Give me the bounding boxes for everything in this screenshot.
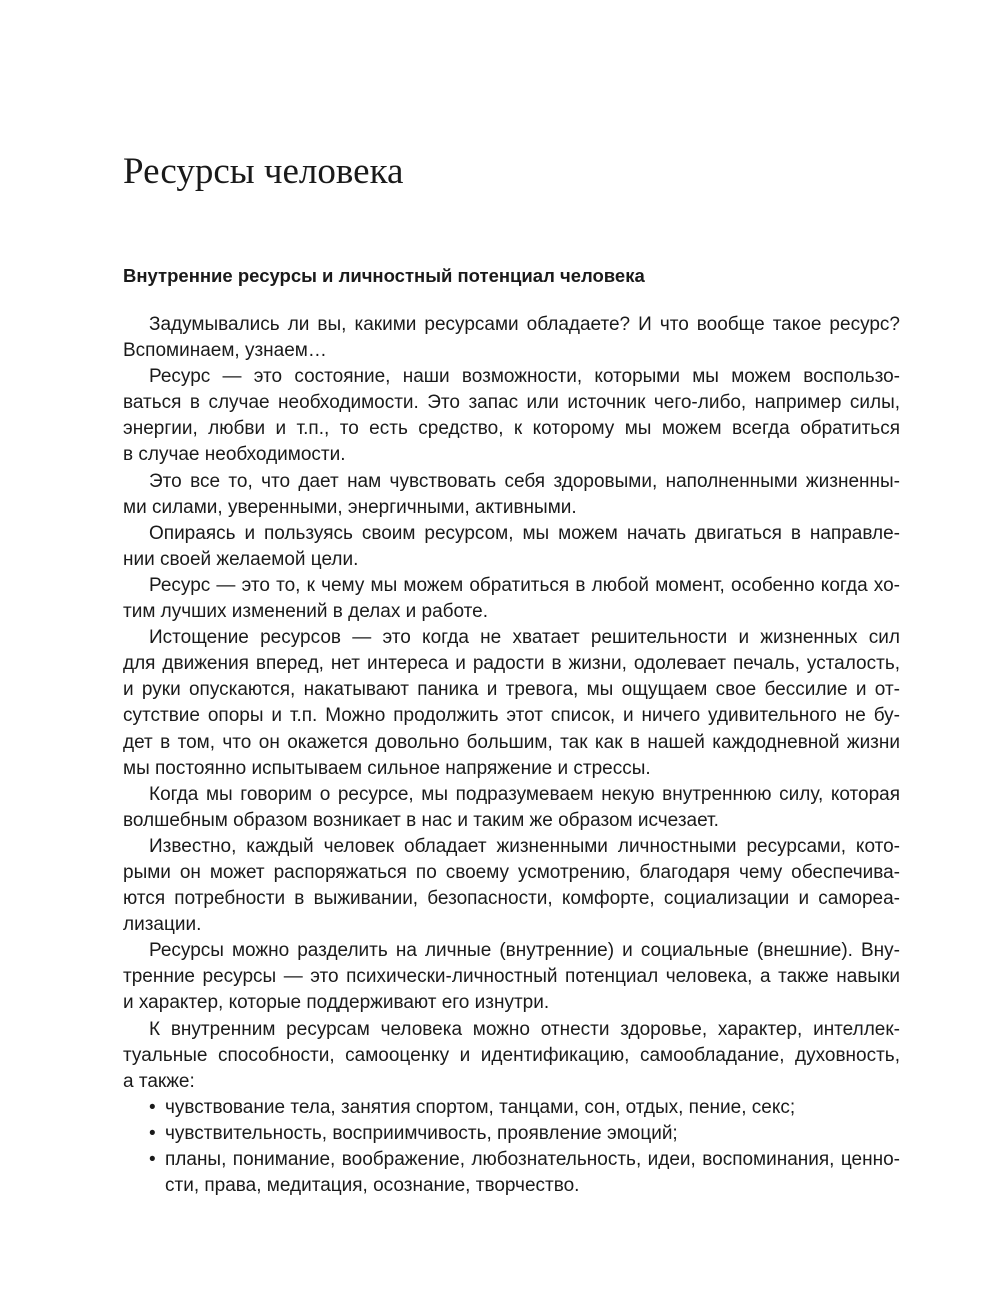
chapter-title: Ресурсы человека: [123, 151, 404, 192]
text-line: ми силами, уверенными, энергичными, активными.: [123, 496, 577, 518]
text-line: рыми он может распоряжаться по своему усмотрению, благодаря чему обеспечива-: [123, 861, 900, 883]
list-item-text: планы, понимание, воображение, любознательность, идеи, воспоминания, ценно-: [165, 1149, 900, 1170]
list-item: [123, 1121, 900, 1147]
text-line: Ресурсы можно разделить на личные (внутренние) и социальные (внешние). Вну-: [149, 940, 900, 962]
body-text: [123, 312, 900, 1199]
text-line: нии своей желаемой цели.: [123, 548, 359, 570]
text-line: Известно, каждый человек обладает жизненными личностными ресурсами, кото-: [149, 835, 900, 857]
list-item-text: чувствительность, восприимчивость, проявление эмоций;: [165, 1122, 678, 1144]
text-line: К внутренним ресурсам человека можно отнести здоровье, характер, интеллек-: [149, 1018, 900, 1040]
text-line: сутствие опоры и т.п. Можно продолжить этот список, и ничего удивительного не бу-: [123, 705, 900, 727]
text-line: лизации.: [123, 914, 202, 936]
text-line: мы постоянно испытываем сильное напряжение и стрессы.: [123, 757, 651, 779]
text-line: энергии, любви и т.п., то есть средство, к которому мы можем всегда обратиться: [123, 418, 900, 440]
text-line: Опираясь и пользуясь своим ресурсом, мы можем начать двигаться в направле-: [149, 522, 900, 544]
text-line: ются потребности в выживании, безопасности, комфорте, социализации и самореа-: [123, 888, 900, 910]
text-line: волшебным образом возникает в нас и таким же образом исчезает.: [123, 809, 719, 831]
bullet-marker: •: [149, 1096, 156, 1118]
text-line: тим лучших изменений в делах и работе.: [123, 601, 489, 623]
list-item-continuation: сти, права, медитация, осознание, творчество.: [165, 1175, 580, 1197]
bullet-marker: •: [149, 1149, 156, 1170]
text-line: для движения вперед, нет интереса и радости в жизни, одолевает печаль, усталость,: [123, 653, 900, 675]
section-heading: Внутренние ресурсы и личностный потенциал человека: [123, 265, 645, 286]
text-line: и характер, которые поддерживают его изнутри.: [123, 992, 550, 1014]
text-line: тренние ресурсы — это психически-личностный потенциал человека, а также навыки: [123, 966, 900, 988]
text-line: Истощение ресурсов — это когда не хватает решительности и жизненных сил: [149, 627, 900, 649]
text-line: Когда мы говорим о ресурсе, мы подразумеваем некую внутреннюю силу, которая: [149, 783, 900, 805]
text-line: туальные способности, самооценку и идентификацию, самообладание, духовность,: [123, 1044, 900, 1066]
text-line: а также:: [123, 1070, 195, 1092]
list-item-text: чувствование тела, занятия спортом, танцами, сон, отдых, пение, секс;: [165, 1096, 796, 1118]
bullet-marker: •: [149, 1122, 156, 1144]
text-line: Ресурс — это то, к чему мы можем обратиться в любой момент, особенно когда хо-: [149, 574, 900, 596]
text-line: ваться в случае необходимости. Это запас или источник чего-либо, например силы,: [123, 392, 900, 414]
text-line: Это все то, что дает нам чувствовать себя здоровыми, наполненными жизненны-: [149, 470, 900, 492]
list-item: [123, 1095, 900, 1121]
text-line: в случае необходимости.: [123, 444, 346, 466]
text-line: дет в том, что он окажется довольно большим, так как в нашей каждодневной жизни: [123, 731, 900, 753]
text-line: Ресурс — это состояние, наши возможности, которыми мы можем воспользо-: [149, 366, 900, 388]
text-line: Задумывались ли вы, какими ресурсами обладаете? И что вообще такое ресурс?: [149, 314, 900, 335]
list-item: [123, 1147, 900, 1173]
text-line: и руки опускаются, накатывают паника и тревога, мы ощущаем свое бессилие и от-: [123, 679, 900, 701]
text-line: Вспоминаем, узнаем…: [123, 340, 327, 362]
